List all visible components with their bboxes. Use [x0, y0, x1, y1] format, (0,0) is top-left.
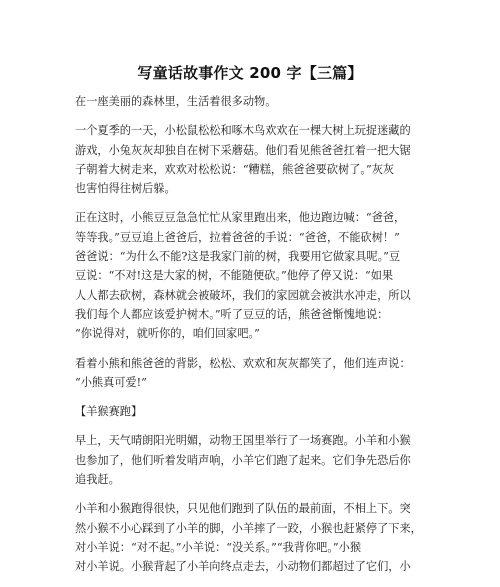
- text-line: 对小羊说：“对不起。”小羊说：“没关系。”“我背你吧。”小猴: [75, 540, 362, 554]
- paragraph: [75, 92, 435, 111]
- text-line: “你说得对，就听你的，咱们回家吧。”: [75, 327, 260, 341]
- document-title: 写童话故事作文 200 字【三篇】: [137, 64, 363, 82]
- text-line: 等等我。”豆豆追上爸爸后，拉着爸爸的手说：“爸爸，不能砍树！”: [75, 230, 400, 244]
- paragraph: [75, 121, 435, 198]
- document-body: [75, 92, 435, 587]
- section-heading: [75, 402, 435, 421]
- text-line: 爸爸说：“为什么不能?这是我家门前的树，我要用它做家具呢。”豆: [75, 250, 401, 264]
- text-line: 一个夏季的一天，小松鼠松松和啄木鸟欢欢在一棵大树上玩捉迷藏的: [75, 124, 411, 138]
- text-line: 游戏，小兔灰灰却独自在树下采蘑菇。他们看见熊爸爸扛着一把大锯: [75, 143, 411, 157]
- text-line: 豆说：“不对!这是大家的树，不能随便砍。”他停了停又说：“如果: [75, 269, 394, 283]
- text-line: 也参加了，他们听着发哨声响，小羊它们跑了起来。它们争先恐后你: [75, 453, 411, 467]
- text-line: 子朝着大树走来，欢欢对松松说：“糟糕，熊爸爸要砍树了。”灰灰: [75, 162, 395, 176]
- text-line: 人人都去砍树，森林就会被破坏，我们的家园就会被洪水冲走，所以: [75, 288, 411, 302]
- text-line: 早上，天气晴朗阳光明媚，动物王国里举行了一场赛跑。小羊和小猴: [75, 434, 411, 448]
- paragraph: [75, 354, 435, 393]
- text-line: “小熊真可爱!”: [75, 375, 147, 389]
- text-line: 对小羊说。小猴背起了小羊向终点走去，小动物们都超过了它们，小: [75, 560, 411, 574]
- paragraph: [75, 499, 435, 576]
- text-line: 在一座美丽的森林里，生活着很多动物。: [75, 95, 277, 108]
- section-heading-text: 【羊猴赛跑】: [75, 405, 143, 419]
- text-line: 追我赶。: [75, 473, 120, 487]
- text-line: 小羊和小猴跑得很快，只见他们跑到了队伍的最前面，不相上下。突: [75, 502, 411, 516]
- text-line: 我们每个人都应该爱护树木。”听了豆豆的话，熊爸爸惭愧地说：: [75, 307, 389, 321]
- text-line: 看着小熊和熊爸爸的背影，松松、欢欢和灰灰都笑了，他们连声说：: [75, 356, 411, 370]
- text-line: 正在这时，小熊豆豆急急忙忙从家里跑出来，他边跑边喊：“爸爸，: [75, 211, 406, 225]
- paragraph: [75, 431, 435, 489]
- text-line: 也害怕得往树后躲。: [75, 182, 176, 196]
- paragraph: [75, 208, 435, 343]
- text-line: 然小猴不小心踩到了小羊的脚，小羊摔了一跤，小猴也赶紧停了下来，: [75, 521, 422, 535]
